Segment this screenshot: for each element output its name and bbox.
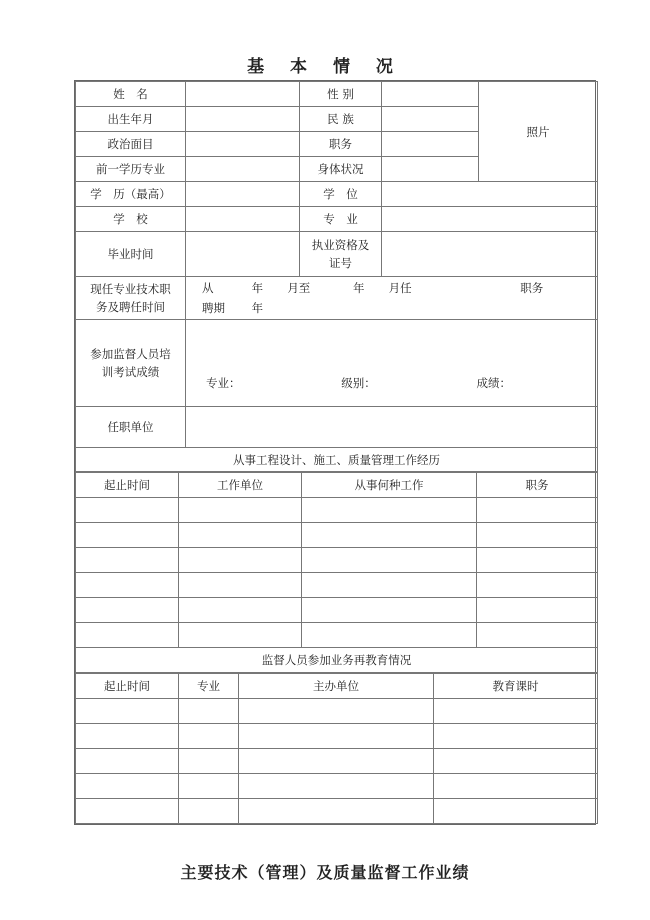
- basic-info-table: [75, 81, 598, 472]
- edu-header-hours: 教育课时: [434, 674, 598, 699]
- table-cell[interactable]: [179, 623, 302, 648]
- table-row: [76, 724, 598, 749]
- table-cell[interactable]: [179, 498, 302, 523]
- table-cell[interactable]: [76, 573, 179, 598]
- table-row: [76, 799, 598, 824]
- continuing-education-table: [75, 673, 598, 824]
- table-cell[interactable]: [179, 598, 302, 623]
- tech-title-label-line1: 现任专业技术职: [90, 282, 171, 296]
- tenure-year1: 年: [251, 281, 264, 295]
- table-cell[interactable]: [477, 573, 598, 598]
- position-label: 职务: [300, 132, 382, 157]
- experience-section-title: 从事工程设计、施工、质量管理工作经历: [76, 448, 598, 472]
- gender-field[interactable]: [382, 82, 479, 107]
- health-field[interactable]: [382, 157, 479, 182]
- table-cell[interactable]: [434, 774, 598, 799]
- training-score-label: 成绩：: [476, 376, 511, 390]
- table-cell[interactable]: [76, 699, 179, 724]
- edu-header-organizer: 主办单位: [239, 674, 434, 699]
- table-cell[interactable]: [302, 598, 477, 623]
- ethnicity-label: 民 族: [300, 107, 382, 132]
- education-field[interactable]: [186, 182, 300, 207]
- page-title: 基 本 情 况: [247, 57, 403, 77]
- tenure-post: 职务: [520, 281, 544, 295]
- tenure-from: 从: [202, 281, 214, 295]
- table-row: [76, 548, 598, 573]
- training-major-label: 专业：: [206, 376, 241, 390]
- table-row: [76, 623, 598, 648]
- table-cell[interactable]: [76, 774, 179, 799]
- table-cell[interactable]: [477, 548, 598, 573]
- table-row: [76, 774, 598, 799]
- education-label: 学 历（最高）: [76, 182, 186, 207]
- table-row: [76, 523, 598, 548]
- tenure-month-appointed: 月任: [388, 281, 412, 295]
- table-cell[interactable]: [179, 724, 239, 749]
- table-cell[interactable]: [434, 699, 598, 724]
- birth-label: 出生年月: [76, 107, 186, 132]
- tenure-month-to: 月至: [287, 281, 311, 295]
- table-cell[interactable]: [302, 523, 477, 548]
- table-cell[interactable]: [302, 573, 477, 598]
- table-cell[interactable]: [76, 749, 179, 774]
- table-cell[interactable]: [179, 799, 239, 824]
- table-cell[interactable]: [76, 623, 179, 648]
- politics-label: 政治面目: [76, 132, 186, 157]
- tenure-year2: 年: [352, 281, 365, 295]
- major-field[interactable]: [382, 207, 598, 232]
- table-cell[interactable]: [239, 724, 434, 749]
- prev-major-field[interactable]: [186, 157, 300, 182]
- table-cell[interactable]: [302, 623, 477, 648]
- health-label: 身体状况: [300, 157, 382, 182]
- training-label: [76, 320, 186, 407]
- table-cell[interactable]: [477, 598, 598, 623]
- major-label: 专 业: [300, 207, 382, 232]
- edu-header-period: 起止时间: [76, 674, 179, 699]
- tech-title-label: [76, 277, 186, 320]
- photo-box[interactable]: [479, 82, 598, 182]
- school-field[interactable]: [186, 207, 300, 232]
- exp-header-employer: 工作单位: [179, 473, 302, 498]
- qualification-label-line1: 执业资格及: [311, 238, 370, 252]
- tenure-field[interactable]: [186, 277, 598, 320]
- table-cell[interactable]: [434, 799, 598, 824]
- school-label: 学 校: [76, 207, 186, 232]
- table-cell[interactable]: [434, 724, 598, 749]
- gender-label: 性 别: [300, 82, 382, 107]
- next-section-title: 主要技术（管理）及质量监督工作业绩: [180, 863, 470, 882]
- table-cell[interactable]: [179, 749, 239, 774]
- table-cell[interactable]: [239, 749, 434, 774]
- position-field[interactable]: [382, 132, 479, 157]
- name-field[interactable]: [186, 82, 300, 107]
- exp-header-period: 起止时间: [76, 473, 179, 498]
- prev-major-label: 前一学历专业: [76, 157, 186, 182]
- table-cell[interactable]: [76, 548, 179, 573]
- name-label: 姓 名: [76, 82, 186, 107]
- degree-field[interactable]: [382, 182, 598, 207]
- table-row: [76, 598, 598, 623]
- politics-field[interactable]: [186, 132, 300, 157]
- table-cell[interactable]: [239, 774, 434, 799]
- tenure-term-year: 年: [251, 301, 264, 315]
- degree-label: 学 位: [300, 182, 382, 207]
- education-section-title: 监督人员参加业务再教育情况: [76, 648, 598, 673]
- table-cell[interactable]: [302, 498, 477, 523]
- table-cell[interactable]: [239, 799, 434, 824]
- table-cell[interactable]: [179, 548, 302, 573]
- table-row: [76, 573, 598, 598]
- table-cell[interactable]: [76, 523, 179, 548]
- table-cell[interactable]: [477, 623, 598, 648]
- employer-label: 任职单位: [76, 407, 186, 448]
- employer-field[interactable]: [186, 407, 598, 448]
- table-cell[interactable]: [76, 799, 179, 824]
- exp-header-work: 从事何种工作: [302, 473, 477, 498]
- tenure-term: 聘期: [202, 301, 225, 315]
- ethnicity-field[interactable]: [382, 107, 479, 132]
- table-row: [76, 749, 598, 774]
- photo-label: 照片: [526, 124, 550, 139]
- table-cell[interactable]: [76, 498, 179, 523]
- table-cell[interactable]: [477, 523, 598, 548]
- table-row: [76, 498, 598, 523]
- training-label-line2: 训考试成绩: [101, 365, 160, 379]
- qualification-label: [300, 232, 382, 277]
- grad-time-field[interactable]: [186, 232, 300, 277]
- qualification-field[interactable]: [382, 232, 598, 277]
- table-cell[interactable]: [179, 523, 302, 548]
- basic-info-form: [74, 80, 596, 825]
- edu-header-major: 专业: [179, 674, 239, 699]
- table-cell[interactable]: [76, 598, 179, 623]
- training-level-label: 级别：: [341, 376, 376, 390]
- training-label-line1: 参加监督人员培: [90, 347, 171, 361]
- qualification-label-line2: 证号: [329, 256, 352, 270]
- table-cell[interactable]: [239, 699, 434, 724]
- table-cell[interactable]: [302, 548, 477, 573]
- grad-time-label: 毕业时间: [76, 232, 186, 277]
- exp-header-position: 职务: [477, 473, 598, 498]
- table-cell[interactable]: [179, 573, 302, 598]
- table-cell[interactable]: [179, 699, 239, 724]
- tech-title-label-line2: 务及聘任时间: [96, 300, 165, 314]
- table-cell[interactable]: [434, 749, 598, 774]
- birth-field[interactable]: [186, 107, 300, 132]
- table-cell[interactable]: [477, 498, 598, 523]
- table-cell[interactable]: [179, 774, 239, 799]
- table-row: [76, 699, 598, 724]
- table-cell[interactable]: [76, 724, 179, 749]
- experience-table: [75, 472, 598, 673]
- training-field[interactable]: [186, 320, 598, 407]
